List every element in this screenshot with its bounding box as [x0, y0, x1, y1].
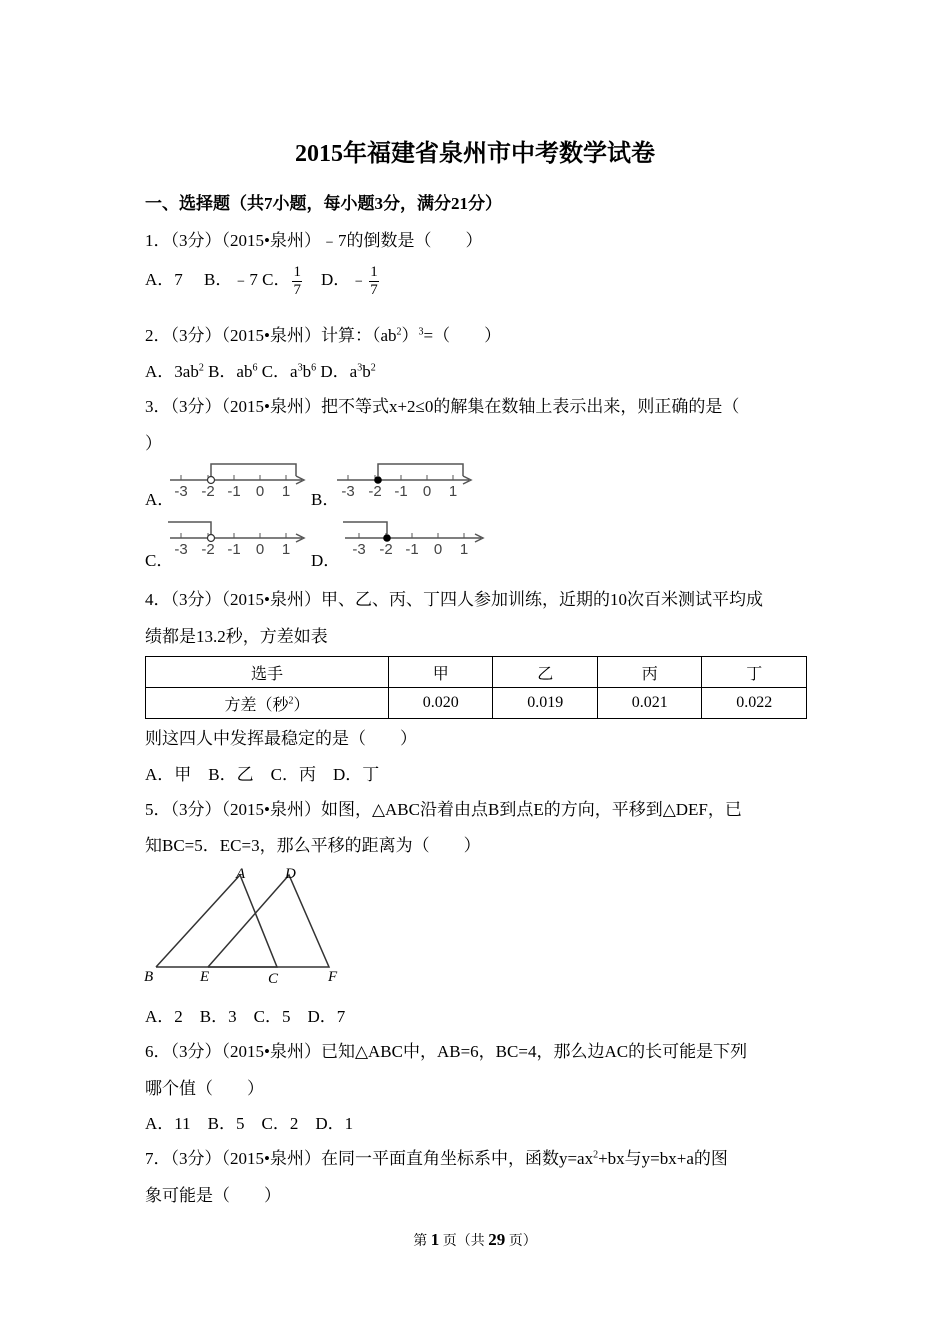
q3-label-d: D． — [311, 551, 341, 570]
tick-label: -2 — [201, 483, 215, 500]
q3-number-line-c — [166, 518, 311, 560]
page-title: 2015年福建省泉州市中考数学试卷 — [295, 141, 655, 167]
tick-label: -1 — [227, 541, 241, 558]
q3-number-line-d — [341, 518, 489, 560]
table-header-row — [146, 657, 807, 688]
q5-stem-line1: 5．（3分）（2015•泉州）如图，△ABC沿着由点B到点E的方向，平移到△DEF，已 — [145, 800, 742, 819]
tick-label: 0 — [255, 541, 265, 558]
table-header-cell: 甲 — [388, 657, 493, 688]
table-header-cell: 丁 — [702, 657, 807, 688]
q1-options — [145, 264, 381, 298]
point-label-f: F — [328, 969, 338, 985]
point-label-a: A — [236, 866, 246, 882]
q7-stem-line1: 7．（3分）（2015•泉州）在同一平面直角坐标系中，函数$y=ax^2+bx$与y=bx+a的图 — [145, 1149, 728, 1168]
tick-label: -1 — [394, 483, 408, 500]
tick-label: 1 — [448, 483, 458, 500]
q1-option-b: B．﹣7 — [204, 269, 258, 289]
tick-label: -1 — [227, 483, 241, 500]
point-label-d: D — [285, 866, 296, 882]
q5-options: A．2 B．3 C．5 D．7 — [145, 1007, 346, 1026]
table-cell: 0.019 — [493, 688, 598, 719]
table-row-label: 方差（秒$^2$） — [146, 688, 389, 719]
q3-stem-line1: 3．（3分）（2015•泉州）把不等式x+2≤0的解集在数轴上表示出来，则正确的是（ — [145, 397, 740, 416]
q3-label-b: B． — [311, 490, 340, 509]
tick-label: -2 — [368, 483, 382, 500]
q3-stem-line2: ） — [145, 434, 162, 453]
q6-stem-line2: 哪个值（ ） — [145, 1079, 264, 1098]
q6-stem-line1: 6．（3分）（2015•泉州）已知△ABC中，AB=6，BC=4，那么边AC的长可能是下列 — [145, 1042, 748, 1061]
table-header-cell: 乙 — [493, 657, 598, 688]
q3-number-line-b — [333, 460, 478, 502]
translation-figure — [140, 862, 350, 987]
q4-stem-line3: 则这四人中发挥最稳定的是（ ） — [145, 729, 417, 748]
tick-label: -2 — [379, 541, 393, 558]
tick-label: -3 — [174, 483, 188, 500]
tick-label: -3 — [174, 541, 188, 558]
tick-label: -3 — [341, 483, 355, 500]
tick-label: 1 — [281, 541, 291, 558]
q1-fraction-d: $\frac{1}{7}$ — [370, 264, 378, 298]
tick-label: 1 — [281, 483, 291, 500]
q1-option-a: A．7 — [145, 269, 183, 289]
q1-stem: 1．（3分）（2015•泉州）﹣7的倒数是（ ） — [145, 231, 483, 250]
q5-stem-line2: 知BC=5．EC=3，那么平移的距离为（ ） — [145, 836, 481, 855]
q2-stem: 2．（3分）（2015•泉州）计算：$(ab^2)^3=$（ ） — [145, 326, 502, 345]
point-label-c: C — [268, 971, 279, 987]
page-total: 29 — [488, 1230, 506, 1249]
table-row — [146, 688, 807, 719]
table-header-cell: 选手 — [146, 657, 389, 688]
page-footer: 第 1 页（共 29 页） — [413, 1230, 537, 1249]
variance-table — [145, 656, 807, 719]
tick-label: -2 — [201, 541, 215, 558]
table-cell: 0.020 — [388, 688, 493, 719]
section-heading: 一、选择题（共7小题，每小题3分，满分21分） — [145, 194, 502, 213]
q4-options: A．甲 B．乙 C．丙 D．丁 — [145, 765, 380, 784]
q6-options: A．11 B．5 C．2 D．1 — [145, 1114, 354, 1133]
tick-label: 1 — [459, 541, 469, 558]
page-number: 1 — [430, 1230, 440, 1249]
q1-option-c: C． — [262, 269, 291, 289]
tick-label: 0 — [433, 541, 443, 558]
table-cell: 0.022 — [702, 688, 807, 719]
table-header-cell: 丙 — [597, 657, 702, 688]
q4-stem-line1: 4．（3分）（2015•泉州）甲、乙、丙、丁四人参加训练，近期的10次百米测试平均成 — [145, 590, 763, 609]
tick-label: 0 — [255, 483, 265, 500]
tick-label: -1 — [405, 541, 419, 558]
tick-label: 0 — [422, 483, 432, 500]
q1-option-d: D．﹣ — [320, 269, 368, 289]
table-cell: 0.021 — [597, 688, 702, 719]
q1-fraction-c: $\frac{1}{7}$ — [293, 264, 301, 298]
q3-label-c: C． — [145, 551, 174, 570]
q7-stem-line2: 象可能是（ ） — [145, 1186, 281, 1205]
q4-stem-line2: 绩都是13.2秒，方差如表 — [145, 627, 328, 646]
q3-number-line-a — [166, 460, 311, 502]
point-label-e: E — [200, 969, 210, 985]
tick-label: -3 — [352, 541, 366, 558]
q3-label-a: A． — [145, 490, 175, 509]
point-label-b: B — [144, 969, 154, 985]
q2-options: A．$3ab^2$ B．$ab^6$ C．$a^3b^6$ D．$a^3b^2$ — [145, 362, 376, 381]
